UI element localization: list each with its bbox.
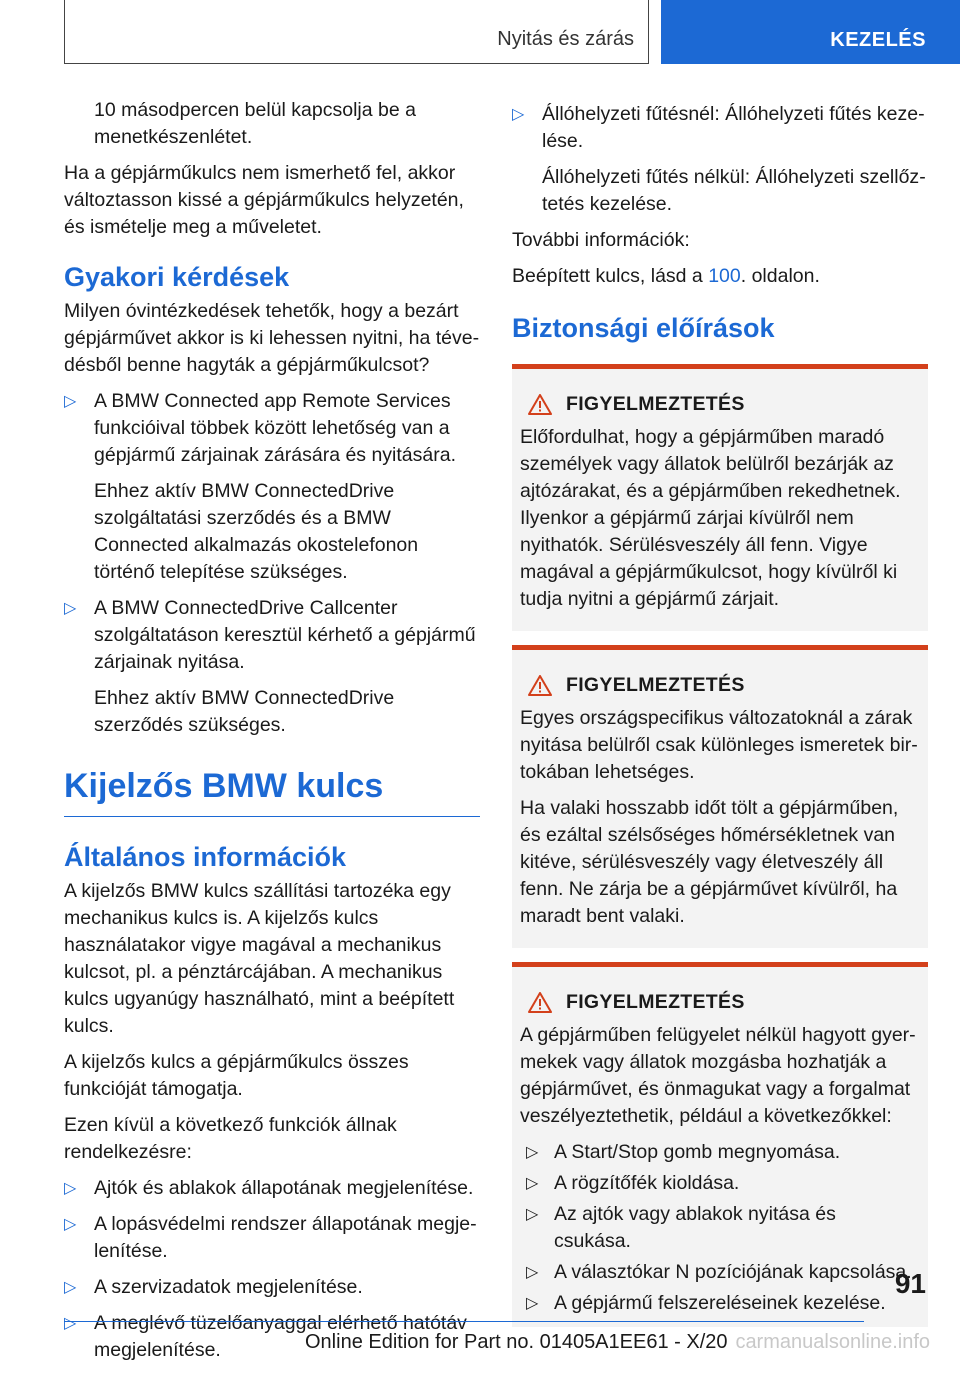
warning-triangle-icon bbox=[528, 394, 552, 415]
warning-title bbox=[520, 989, 918, 1016]
header-chapter-title: KEZELÉS bbox=[830, 29, 926, 51]
header-chapter-tab bbox=[661, 0, 960, 64]
edition-note: Online Edition for Part no. 01405A1EE61 - X/20 bbox=[305, 1331, 728, 1353]
header-section-tab bbox=[64, 0, 649, 64]
warning-list-item: ▷ A Start/Stop gomb megnyomása. bbox=[520, 1139, 918, 1166]
paragraph: További információk: bbox=[512, 229, 690, 251]
list-item: ▷ A BMW ConnectedDrive Callcenter szolgáltatáson keresztül kérhető a gépjármű zárjainak nyitása. bbox=[64, 595, 480, 676]
list-item-detail: Ehhez aktív BMW ConnectedDrive szerződés szükséges. bbox=[94, 687, 395, 736]
cross-reference bbox=[512, 263, 928, 290]
faq-heading: Gyakori kérdések bbox=[64, 262, 290, 292]
warning-text: Ha valaki hosszabb időt tölt a gépjárműben, és ezáltal szélsőséges hőmérsékletnek van kitéve, sérülésveszély vagy életveszély áll fenn. Ne zárja be a gépjárművet kívülről, ha maradt bent valaki. bbox=[520, 797, 899, 927]
warning-title bbox=[520, 672, 918, 699]
reference-text: Beépített kulcs, lásd a bbox=[512, 265, 709, 287]
page-number: 91 bbox=[894, 1268, 926, 1299]
chapter-heading: Kijelzős BMW kulcs bbox=[64, 763, 480, 817]
safety-heading: Biztonsági előírások bbox=[512, 313, 775, 343]
warning-text: Előfordulhat, hogy a gépjárműben maradó személyek vagy állatok belülről bezárják az ajtózárakat, és a gépjárműben rekedhetnek. Ilyenkor a gépjármű zárjai kívülről nem nyithatók. Sérülésveszély áll fenn. Vigye magával a gépjárműkulcsot, hogy kívülről ki tudja nyitni a gépjármű zárjait. bbox=[520, 426, 901, 610]
header-section-title: Nyitás és zárás bbox=[497, 28, 634, 50]
paragraph: A kijelzős BMW kulcs szállítási tartozéka egy mechanikus kulcs is. A kijelzős kulcs használatakor vigye magával a mechanikus kulcsot, pl. a pénztárcájában. A mechanikus kulcs ugyanúgy használható, mint a beépített kulcs. bbox=[64, 880, 455, 1037]
paragraph: 10 másodpercen belül kapcsolja be a menetkészenlétet. bbox=[94, 99, 416, 148]
section-heading: Általános információk bbox=[64, 842, 347, 872]
warning-text: A gépjárműben felügyelet nélkül hagyott gyermekek vagy állatok mozgásba hozhatják a gépjárművet, és önmagukat vagy a forgalmat veszélyeztethetik, például a következőkkel: bbox=[520, 1024, 916, 1127]
list-item: ▷ Állóhelyzeti fűtésnél: Állóhelyzeti fűtés kezelése. bbox=[512, 101, 928, 155]
right-column bbox=[512, 101, 928, 1341]
list-item: ▷ A BMW Connected app Remote Services funkcióival többek között lehetőség van a gépjármű zárjainak zárására és nyitására. bbox=[64, 388, 480, 469]
page-link[interactable]: 100 bbox=[708, 265, 741, 287]
list-item-detail: Ehhez aktív BMW ConnectedDrive szolgáltatási szerződés és a BMW Connected alkalmazás okostelefonon történő telepítése szükséges. bbox=[94, 480, 419, 583]
feature-item: ▷ Ajtók és ablakok állapotának megjelenítése. bbox=[64, 1175, 480, 1202]
warning-triangle-icon bbox=[528, 675, 552, 696]
faq-question: Milyen óvintézkedések tehetők, hogy a bezárt gépjárművet akkor is ki lehessen nyitni, ha tévedésből benne hagyták a gépjárműkulcsot? bbox=[64, 300, 480, 376]
paragraph: Ha a gépjárműkulcs nem ismerhető fel, akkor változtasson kissé a gépjárműkulcs helyzetén, és ismételje meg a műveletet. bbox=[64, 162, 464, 238]
warning-label: FIGYELMEZTETÉS bbox=[566, 393, 745, 415]
warning-label: FIGYELMEZTETÉS bbox=[566, 674, 745, 696]
warning-triangle-icon bbox=[528, 992, 552, 1013]
warning-box bbox=[512, 962, 928, 1327]
left-column bbox=[64, 97, 480, 1373]
warning-list-item: ▷ A választókar N pozíciójának kapcsolása. bbox=[520, 1259, 918, 1286]
paragraph: Ezen kívül a következő funkciók állnak rendelkezésre: bbox=[64, 1114, 397, 1163]
warning-text: Egyes országspecifikus változatoknál a zárak nyitása belülről csak különleges ismeretek birtokában lehetséges. bbox=[520, 707, 918, 783]
feature-item: ▷ A szervizadatok megjelenítése. bbox=[64, 1274, 480, 1301]
paragraph: A kijelzős kulcs a gépjárműkulcs összes funkcióját támogatja. bbox=[64, 1051, 409, 1100]
warning-list-item: ▷ A gépjármű felszereléseinek kezelése. bbox=[520, 1290, 918, 1317]
feature-item: ▷ A meglévő tüzelőanyaggal elérhető hatótáv megjelenítése. bbox=[64, 1310, 480, 1364]
footer-divider bbox=[64, 1321, 864, 1322]
warning-list-item: ▷ A rögzítőfék kioldása. bbox=[520, 1170, 918, 1197]
watermark: carmanualsonline.info bbox=[735, 1331, 930, 1353]
warning-list-item: ▷ Az ajtók vagy ablakok nyitása és csukása. bbox=[520, 1201, 918, 1255]
reference-text-end: . oldalon. bbox=[740, 265, 820, 287]
warning-box bbox=[512, 645, 928, 948]
feature-item: ▷ A lopásvédelmi rendszer állapotának megjelenítése. bbox=[64, 1211, 480, 1265]
warning-box bbox=[512, 364, 928, 631]
warning-title bbox=[520, 391, 918, 418]
warning-label: FIGYELMEZTETÉS bbox=[566, 991, 745, 1013]
list-item-detail: Állóhelyzeti fűtés nélkül: Állóhelyzeti szellőztetés kezelése. bbox=[542, 166, 926, 215]
